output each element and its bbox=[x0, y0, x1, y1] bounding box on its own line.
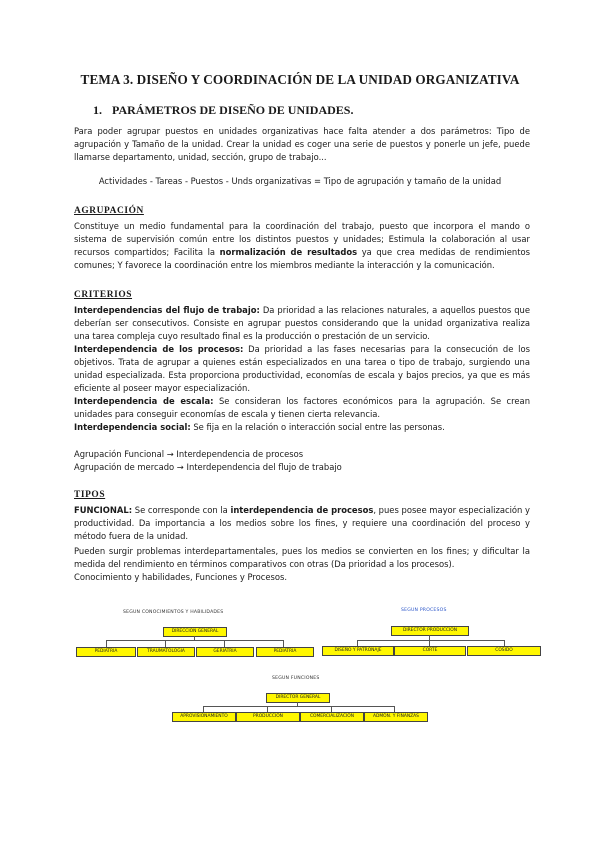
agrupacion-heading: AGRUPACIÓN bbox=[74, 206, 144, 216]
org-child-box: PRODUCCIÓN bbox=[236, 712, 300, 722]
org-root-box: DIRECCION GENERAL bbox=[163, 627, 227, 637]
org-child-box: PEDIATRIA bbox=[76, 647, 136, 657]
criterio-procesos: Interdependencia de los procesos: Da prioridad a las fases necesarias para la consecución de los objetivos. Trata de agrupar a quienes están especializados en una tarea o tipo de trabajo, surgiendo una unidad especializada. Esta proporciona productividad, economías de escala y bajos precios, ya que es más eficiente al poseer mayor especialización. bbox=[74, 344, 530, 393]
mapping-line: Agrupación de mercado → Interdependencia del flujo de trabajo bbox=[74, 462, 342, 472]
criterio-escala: Interdependencia de escala: Se consideran los factores económicos para la agrupación. Se crean unidades para conseguir economías de escala y tienen cierta relevancia. bbox=[74, 396, 530, 419]
tipos-heading: TIPOS bbox=[74, 490, 106, 500]
org-child-box: PEDIATRIA bbox=[256, 647, 314, 657]
problemas-paragraph: Pueden surgir problemas interdepartamentales, pues los medios se convierten en los fines; y dificultar la medida del rendimiento en términos comparativos con otras (Da prioridad a los procesos). bbox=[74, 546, 530, 569]
org-root-box: DIRECTOR GENERAL bbox=[266, 693, 330, 703]
criterio-social: Interdependencia social: Se fija en la relación o interacción social entre las personas. bbox=[74, 422, 445, 432]
document-title: TEMA 3. DISEÑO Y COORDINACIÓN DE LA UNIDAD ORGANIZATIVA bbox=[80, 72, 520, 87]
org-child-box: CORTE bbox=[394, 646, 466, 656]
org-child-box: DISEÑO Y PATRONAJE bbox=[322, 646, 394, 656]
section-heading bbox=[93, 103, 353, 118]
org-child-box: COSIDO bbox=[467, 646, 541, 656]
mapping-line: Agrupación Funcional → Interdependencia de procesos bbox=[74, 449, 304, 459]
intro-paragraph: Para poder agrupar puestos en unidades organizativas hace falta atender a dos parámetros: Tipo de agrupación y Tamaño de la unidad. Crear la unidad es coger una serie de puestos y ponerle un jefe, puede llamarse departamento, unidad, sección, grupo de trabajo... bbox=[74, 126, 530, 162]
funcional-paragraph: FUNCIONAL: Se corresponde con la interdependencia de procesos, pues posee mayor especialización y productividad. Da importancia a los medios sobre los fines, y requiere una coordinación del proceso y método fuera de la unidad. bbox=[74, 505, 531, 541]
chart-title: SEGUN CONOCIMIENTOS Y HABILIDADES bbox=[123, 610, 224, 615]
org-child-box: GERIATRIA bbox=[196, 647, 254, 657]
org-child-box: ADMÓN. Y FINANZAS bbox=[364, 712, 428, 722]
org-child-box: APROVISIONAMIENTO bbox=[172, 712, 236, 722]
chart-title: SEGUN PROCESOS bbox=[401, 608, 447, 613]
criterios-heading: CRITERIOS bbox=[74, 290, 133, 300]
org-child-box: COMERCIALIZACIÓN bbox=[300, 712, 364, 722]
formula-line: Actividades - Tareas - Puestos - Unds organizativas = Tipo de agrupación y tamaño de la unidad bbox=[98, 176, 502, 186]
chart-title: SEGUN FUNCIONES bbox=[272, 676, 320, 681]
section-number: 1. bbox=[93, 103, 102, 117]
agrupacion-paragraph: Constituye un medio fundamental para la coordinación del trabajo, puesto que incorpora el mando o sistema de supervisión común entre los distintos puestos y unidades; Estimula la colaboración al usar recursos compartidos; Facilita la normalización de resultados ya que crea medidas de rendimientos comunes; Y favorece la coordinación entre los miembros mediante la interacción y la comunicación. bbox=[74, 221, 530, 270]
section-title: PARÁMETROS DE DISEÑO DE UNIDADES. bbox=[112, 103, 354, 117]
org-child-box: TRAUMATOLOGIA bbox=[137, 647, 195, 657]
criterios-line: Conocimiento y habilidades, Funciones y Procesos. bbox=[74, 572, 288, 582]
org-root-box: DIRECTOR PRODUCCION bbox=[391, 626, 469, 636]
criterio-flujo: Interdependencias del flujo de trabajo: Da prioridad a las relaciones naturales, a aquellos puestos que deberían ser consecutivos. Consiste en agrupar puestos considerando que la unidad organizativa realiza una tarea compleja cuyo resultado final es la producción o prestación de un servicio. bbox=[74, 305, 530, 341]
